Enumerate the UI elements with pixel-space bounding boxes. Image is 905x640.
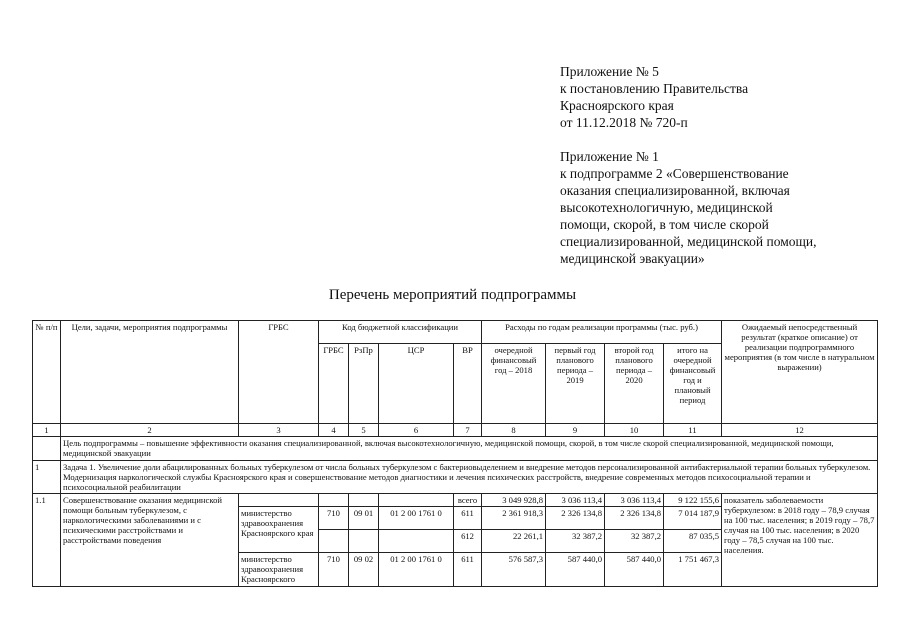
csr-code: 01 2 00 1761 0 bbox=[379, 507, 454, 530]
rzpr-code: 09 01 bbox=[349, 507, 379, 530]
header-result: Ожидаемый непосредственный результат (краткое описание) от реализации подпрограммного мероприятия (в том числе в натуральном выражении) bbox=[722, 321, 878, 424]
document-title: Перечень мероприятий подпрограммы bbox=[328, 287, 577, 303]
grbs-name: министерство здравоохранения Красноярского bbox=[239, 553, 319, 587]
header-sub-vr: ВР bbox=[454, 344, 482, 424]
amount-2020: 587 440,0 bbox=[605, 553, 664, 587]
measure-num: 1.1 bbox=[33, 494, 61, 587]
grbs-name bbox=[239, 494, 319, 507]
column-number: 7 bbox=[454, 424, 482, 437]
grbs-name: министерство здравоохранения Красноярского края bbox=[239, 507, 319, 553]
column-number: 1 bbox=[33, 424, 61, 437]
amount-total: 87 035,5 bbox=[664, 530, 722, 553]
header-expenses: Расходы по годам реализации программы (тыс. руб.) bbox=[482, 321, 722, 344]
appendix-5-header bbox=[560, 63, 748, 131]
appendix-1-line: специализированной, медицинской помощи, bbox=[560, 234, 817, 249]
rzpr-code: 09 02 bbox=[349, 553, 379, 587]
csr-code: 01 2 00 1761 0 bbox=[379, 553, 454, 587]
appendix-1-line: оказания специализированной, включая bbox=[560, 183, 790, 198]
amount-2019: 587 440,0 bbox=[546, 553, 605, 587]
vr-code: 611 bbox=[454, 553, 482, 587]
rzpr-code bbox=[349, 494, 379, 507]
header-kbk: Код бюджетной классификации bbox=[319, 321, 482, 344]
column-number: 9 bbox=[546, 424, 605, 437]
appendix-5-line: от 11.12.2018 № 720-п bbox=[560, 115, 688, 130]
column-number: 10 bbox=[605, 424, 664, 437]
header-sub-2020: второй год планового периода – 2020 bbox=[605, 344, 664, 424]
appendix-1-line: помощи, скорой, в том числе скорой bbox=[560, 217, 769, 232]
appendix-1-line: к подпрограмме 2 «Совершенствование bbox=[560, 166, 789, 181]
column-number: 5 bbox=[349, 424, 379, 437]
amount-2020: 3 036 113,4 bbox=[605, 494, 664, 507]
appendix-1-header bbox=[560, 148, 817, 267]
amount-total: 1 751 467,3 bbox=[664, 553, 722, 587]
header-sub-2018: очередной финансовый год – 2018 bbox=[482, 344, 546, 424]
header-sub-2019: первый год планового периода – 2019 bbox=[546, 344, 605, 424]
amount-2020: 32 387,2 bbox=[605, 530, 664, 553]
column-number: 4 bbox=[319, 424, 349, 437]
appendix-5-line: к постановлению Правительства bbox=[560, 81, 749, 96]
amount-total: 9 122 155,6 bbox=[664, 494, 722, 507]
measures-table bbox=[32, 320, 878, 587]
appendix-5-line: Приложение № 5 bbox=[560, 64, 659, 79]
grbs-code: 710 bbox=[319, 553, 349, 587]
amount-2019: 3 036 113,4 bbox=[546, 494, 605, 507]
measure-text: Совершенствование оказания медицинской помощи больным туберкулезом, с наркологическими заболеваниями и с психическими расстройствами и расстройствами поведения bbox=[61, 494, 239, 587]
vr-code: 611 bbox=[454, 507, 482, 530]
header-grbs: ГРБС bbox=[239, 321, 319, 424]
vr-code: 612 bbox=[454, 530, 482, 553]
expected-result: показатель заболеваемости туберкулезом: в 2018 году – 78,9 случая на 100 тыс. населения; в 2019 году – 78,7 случая на 100 тыс. населения; в 2020 году – 78,5 случая на 100 тыс. населения. bbox=[722, 494, 878, 587]
appendix-5-line: Красноярского края bbox=[560, 98, 674, 113]
amount-2018: 3 049 928,8 bbox=[482, 494, 546, 507]
amount-2019: 2 326 134,8 bbox=[546, 507, 605, 530]
header-sub-total: итого на очередной финансовый год и плановый период bbox=[664, 344, 722, 424]
goal-num-cell bbox=[33, 437, 61, 461]
goal-text: Цель подпрограммы – повышение эффективности оказания специализированной, включая высокотехнологичную, медицинской помощи, скорой, в том числе скорой специализированной, медицинской помощи, медицинской эвакуации bbox=[61, 437, 878, 461]
amount-2018: 22 261,1 bbox=[482, 530, 546, 553]
grbs-code bbox=[319, 494, 349, 507]
header-sub-csr: ЦСР bbox=[379, 344, 454, 424]
appendix-1-line: высокотехнологичную, медицинской bbox=[560, 200, 773, 215]
task-num: 1 bbox=[33, 461, 61, 494]
column-number: 8 bbox=[482, 424, 546, 437]
header-sub-grbs: ГРБС bbox=[319, 344, 349, 424]
amount-2019: 32 387,2 bbox=[546, 530, 605, 553]
amount-2020: 2 326 134,8 bbox=[605, 507, 664, 530]
csr-code bbox=[379, 494, 454, 507]
column-number: 3 bbox=[239, 424, 319, 437]
header-sub-rzpr: РзПр bbox=[349, 344, 379, 424]
column-number: 11 bbox=[664, 424, 722, 437]
amount-2018: 576 587,3 bbox=[482, 553, 546, 587]
grbs-code: 710 bbox=[319, 507, 349, 530]
header-goals: Цели, задачи, мероприятия подпрограммы bbox=[61, 321, 239, 424]
column-number: 2 bbox=[61, 424, 239, 437]
rzpr-code bbox=[349, 530, 379, 553]
column-number: 6 bbox=[379, 424, 454, 437]
task-text: Задача 1. Увеличение доли абацилированных больных туберкулезом от числа больных туберкулезом с бактериовыделением и внедрение методов персонализированной антибактериальной терапии больных туберкулезом. Модернизация наркологической службы Красноярского края и совершенствование методов диагностики и лечения психических расстройств, внедрение современных методов психосоциальной терапии и психосоциальной реабилитации bbox=[61, 461, 878, 494]
header-num: № п/п bbox=[33, 321, 61, 424]
amount-2018: 2 361 918,3 bbox=[482, 507, 546, 530]
appendix-1-line: Приложение № 1 bbox=[560, 149, 659, 164]
csr-code bbox=[379, 530, 454, 553]
amount-total: 7 014 187,9 bbox=[664, 507, 722, 530]
vr-code: всего bbox=[454, 494, 482, 507]
grbs-code bbox=[319, 530, 349, 553]
appendix-1-line: медицинской эвакуации» bbox=[560, 251, 705, 266]
column-number: 12 bbox=[722, 424, 878, 437]
